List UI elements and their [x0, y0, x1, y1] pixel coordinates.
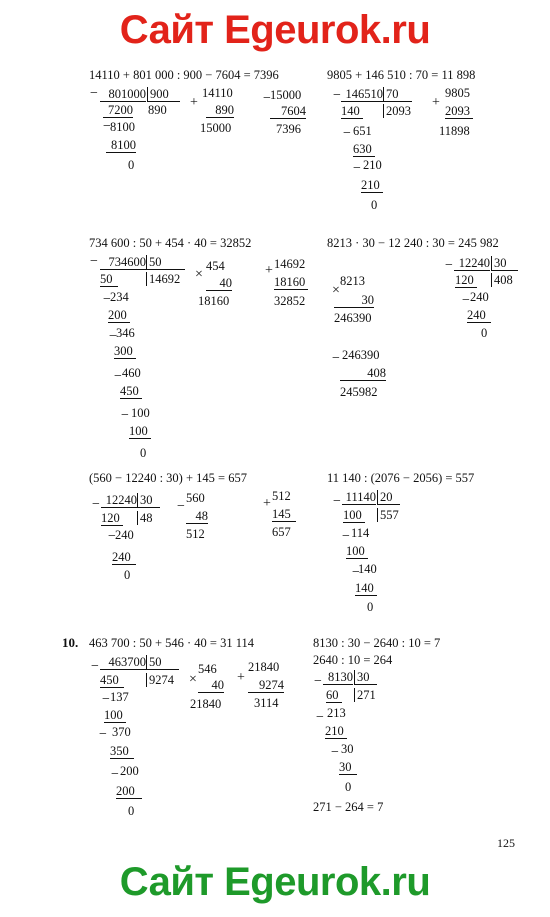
work-number: 11140	[342, 490, 376, 505]
site-banner-top: Сайт Egeurok.ru	[119, 8, 431, 52]
work-number: 137	[110, 690, 129, 704]
equation-7-step: 2640 : 10 = 264	[313, 653, 393, 667]
work-number: 213	[327, 706, 346, 720]
work-number: 145	[272, 507, 296, 522]
work-number: 245982	[340, 385, 378, 399]
work-number: 114	[351, 526, 370, 540]
work-number: 0	[367, 600, 374, 614]
work-number: 512	[272, 489, 291, 503]
work-number: 7396	[276, 122, 301, 136]
work-number: 346	[116, 326, 135, 340]
work-number: 32852	[274, 294, 306, 308]
work-number: 246390	[342, 348, 380, 362]
work-number: 200	[116, 784, 142, 799]
work-number: 300	[114, 344, 136, 359]
work-number: 890	[206, 103, 234, 118]
work-number: 30	[334, 293, 374, 308]
work-number: 14110	[202, 86, 233, 100]
work-number: 460	[122, 366, 141, 380]
work-number: 0	[124, 568, 131, 582]
work-number: 651	[353, 124, 372, 138]
work-number: 9274	[146, 673, 174, 687]
work-number: 120	[455, 273, 477, 288]
work-number: 463700	[100, 655, 146, 670]
work-number: 100	[129, 424, 151, 439]
final-result: 271 − 264 = 7	[313, 800, 384, 814]
work-number: 408	[491, 273, 513, 287]
equation-3: 8213 · 30 − 12 240 : 30 = 245 982	[327, 236, 499, 250]
work-number: 900	[147, 87, 180, 102]
work-number: 240	[467, 308, 491, 323]
work-number: 8100	[110, 120, 135, 134]
work-number: 30	[354, 670, 377, 685]
work-number: 18160	[274, 275, 308, 290]
task-number: 10.	[62, 635, 79, 650]
work-number: 8213	[340, 274, 365, 288]
work-number: 234	[110, 290, 129, 304]
work-number: 140	[358, 562, 377, 576]
work-number: 408	[340, 366, 386, 381]
work-number: 14692	[146, 272, 180, 286]
work-number: 210	[325, 724, 347, 739]
work-number: 210	[363, 158, 382, 172]
work-number: 0	[140, 446, 147, 460]
equation-4: (560 − 12240 : 30) + 145 = 657	[89, 471, 247, 485]
work-number: 560	[186, 491, 205, 505]
work-number: 70	[383, 87, 412, 102]
work-number: 454	[206, 259, 225, 273]
work-number: 240	[112, 550, 136, 565]
work-number: 200	[108, 308, 130, 323]
work-number: 801000	[100, 87, 146, 102]
work-number: 50	[146, 255, 185, 270]
equation-6: 463 700 : 50 + 546 · 40 = 31 114	[89, 636, 255, 650]
work-number: 7604	[270, 104, 306, 119]
work-number: 8100	[106, 138, 136, 153]
site-banner-bottom: Сайт Egeurok.ru	[119, 860, 431, 904]
work-number: 210	[361, 178, 383, 193]
work-number: 0	[345, 780, 352, 794]
work-number: 0	[481, 326, 488, 340]
work-number: 15000	[200, 121, 232, 135]
work-number: 48	[186, 509, 208, 524]
work-number: 3114	[254, 696, 279, 710]
work-number: 734600	[100, 255, 146, 270]
work-number: 12240	[101, 493, 137, 508]
work-number: 350	[110, 744, 134, 759]
work-number: 657	[272, 525, 291, 539]
work-number: 30	[137, 493, 160, 508]
work-number: 100	[131, 406, 150, 420]
work-number: 370	[112, 725, 131, 739]
work-number: 9274	[248, 678, 284, 693]
work-number: 14692	[274, 257, 306, 271]
work-number: 12240	[454, 256, 490, 271]
work-number: 50	[146, 655, 179, 670]
work-number: 30	[339, 760, 357, 775]
work-number: 630	[353, 142, 375, 157]
work-number: 11898	[439, 124, 470, 138]
work-number: 246390	[334, 311, 372, 325]
work-number: 146510	[341, 87, 383, 102]
work-number: 100	[346, 544, 368, 559]
work-number: 546	[198, 662, 217, 676]
equation-1: 9805 + 146 510 : 70 = 11 898	[327, 68, 476, 82]
work-number: 40	[206, 276, 232, 291]
work-number: 40	[198, 678, 224, 693]
work-number: 100	[104, 708, 126, 723]
work-number: 200	[120, 764, 139, 778]
work-number: 120	[101, 511, 123, 526]
work-number: 50	[100, 272, 118, 287]
equation-5: 11 140 : (2076 − 2056) = 557	[327, 471, 475, 485]
equation-2: 734 600 : 50 + 454 · 40 = 32852	[89, 236, 252, 250]
work-number: 30	[491, 256, 518, 271]
equation-7: 8130 : 30 − 2640 : 10 = 7	[313, 636, 441, 650]
work-number: 21840	[190, 697, 222, 711]
work-number: 48	[137, 511, 153, 525]
work-number: 240	[470, 290, 489, 304]
work-number: 0	[371, 198, 378, 212]
work-number: 240	[115, 528, 134, 542]
work-number: 890	[148, 103, 167, 117]
work-number: 100	[343, 508, 365, 523]
work-number: 30	[341, 742, 354, 756]
work-number: 0	[128, 804, 135, 818]
work-number: 8130	[323, 670, 353, 685]
work-number: 20	[377, 490, 400, 505]
work-number: 2093	[383, 104, 411, 118]
work-number: 450	[120, 384, 142, 399]
work-number: 2093	[445, 104, 473, 119]
work-number: 18160	[198, 294, 230, 308]
work-number: 140	[341, 104, 363, 119]
work-number: 15000	[270, 88, 302, 102]
work-number: 7200	[103, 103, 133, 118]
work-number: 271	[354, 688, 376, 702]
page-number: 125	[497, 836, 515, 850]
work-number: 450	[100, 673, 124, 688]
work-number: 0	[128, 158, 135, 172]
equation-0: 14110 + 801 000 : 900 − 7604 = 7396	[89, 68, 279, 82]
work-number: 9805	[445, 86, 470, 100]
work-number: 140	[355, 581, 377, 596]
work-number: 512	[186, 527, 205, 541]
work-number: 60	[326, 688, 342, 703]
work-number: 557	[377, 508, 399, 522]
work-number: 21840	[248, 660, 280, 674]
